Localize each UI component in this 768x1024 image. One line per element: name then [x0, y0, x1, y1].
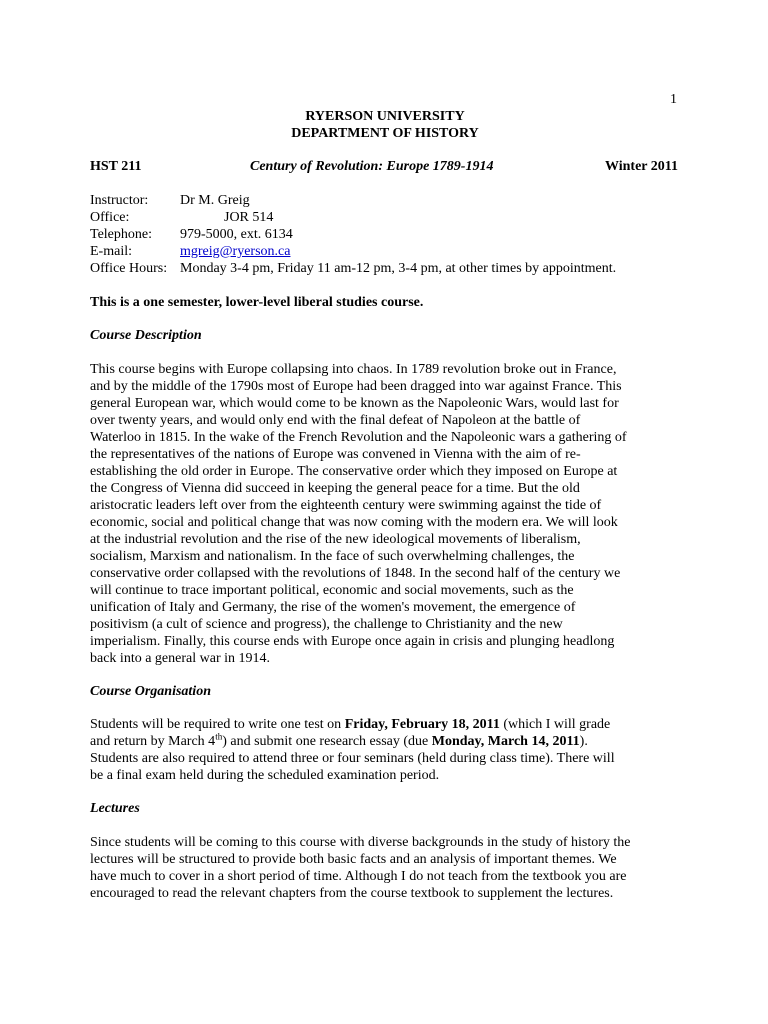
instructor-label: Instructor: — [90, 193, 149, 208]
description-line: back into a general war in 1914. — [90, 651, 270, 666]
organisation-text: (which I will grade — [499, 717, 611, 732]
course-organisation-body — [90, 716, 680, 784]
description-line: economic, social and political change that was now coming with the modern era. We will look — [90, 515, 618, 530]
organisation-line — [90, 733, 680, 750]
organisation-line: be a final exam held during the scheduled examination period. — [90, 768, 440, 783]
lectures-line: Since students will be coming to this course with diverse backgrounds in the study of history the — [90, 835, 631, 850]
university-title: RYERSON UNIVERSITY — [305, 109, 465, 124]
essay-due-date: Monday, March 14, 2011 — [431, 734, 580, 749]
contact-info — [90, 192, 680, 277]
description-line: conservative order collapsed with the revolutions of 1848. In the second half of the century we — [90, 566, 621, 581]
email-label: E-mail: — [90, 244, 132, 259]
organisation-text: ) and submit one research essay (due — [222, 734, 432, 749]
description-line: unification of Italy and Germany, the rise of the women's movement, the emergence of — [90, 600, 576, 615]
course-description-body — [90, 361, 680, 667]
page-number: 1 — [670, 92, 677, 107]
organisation-line — [90, 716, 680, 733]
email-link[interactable]: mgreig@ryerson.ca — [180, 244, 291, 259]
description-line: at the industrial revolution and the rise of the new ideological movements of liberalism, — [90, 532, 581, 547]
telephone-value: 979-5000, ext. 6134 — [180, 227, 293, 242]
course-line — [90, 158, 680, 176]
office-hours-label: Office Hours: — [90, 261, 168, 276]
office-hours-value: Monday 3-4 pm, Friday 11 am-12 pm, 3-4 pm, at other times by appointment. — [180, 261, 617, 276]
description-line: the representatives of the nations of Europe was convened in Vienna with the aim of re- — [90, 447, 581, 462]
organisation-text: ). — [579, 734, 588, 749]
description-line: establishing the old order in Europe. The conservative order which they imposed on Europe at — [90, 464, 618, 479]
office-hours-row — [90, 260, 680, 277]
telephone-row — [90, 226, 680, 243]
lectures-line: have much to cover in a short period of time. Although I do not teach from the textbook you are — [90, 869, 627, 884]
email-row — [90, 243, 680, 260]
course-level-notice: This is a one semester, lower-level liberal studies course. — [90, 295, 424, 310]
test-date: Friday, February 18, 2011 — [344, 717, 500, 732]
organisation-text: Students will be required to write one test on — [90, 717, 345, 732]
organisation-line: Students are also required to attend three or four seminars (held during class time). There will — [90, 751, 615, 766]
description-line: Waterloo in 1815. In the wake of the French Revolution and the Napoleonic wars a gathering of — [90, 430, 627, 445]
lectures-line: lectures will be structured to provide both basic facts and an analysis of important themes. We — [90, 852, 617, 867]
course-code: HST 211 — [90, 159, 142, 174]
course-title: Century of Revolution: Europe 1789-1914 — [250, 159, 494, 174]
description-line: positivism (a cult of science and progress), the challenge to Christianity and the new — [90, 617, 563, 632]
office-label: Office: — [90, 210, 130, 225]
office-row — [90, 209, 680, 226]
description-line: will continue to trace important political, economic and social movements, such as the — [90, 583, 574, 598]
course-term: Winter 2011 — [605, 159, 678, 174]
description-line: over twenty years, and would only end with the final defeat of Napoleon at the battle of — [90, 413, 581, 428]
course-description-heading: Course Description — [90, 328, 202, 343]
description-line: imperialism. Finally, this course ends with Europe once again in crisis and plunging headlong — [90, 634, 615, 649]
organisation-text: and return by March 4 — [90, 734, 216, 749]
description-line: socialism, Marxism and nationalism. In the face of such overwhelming challenges, the — [90, 549, 575, 564]
description-line: the Congress of Vienna did succeed in keeping the general peace for a time. But the old — [90, 481, 580, 496]
description-line: general European war, which would come to be known as the Napoleonic Wars, would last for — [90, 396, 619, 411]
department-title: DEPARTMENT OF HISTORY — [291, 126, 479, 141]
office-value: JOR 514 — [224, 210, 274, 225]
lectures-body — [90, 834, 680, 902]
instructor-row — [90, 192, 680, 209]
lectures-line: encouraged to read the relevant chapters from the course textbook to supplement the lectures. — [90, 886, 614, 901]
instructor-value: Dr M. Greig — [180, 193, 250, 208]
ordinal-suffix: th — [215, 731, 223, 742]
description-line: This course begins with Europe collapsing into chaos. In 1789 revolution broke out in France, — [90, 362, 617, 377]
description-line: and by the middle of the 1790s most of Europe had been dragged into war against France. This — [90, 379, 622, 394]
telephone-label: Telephone: — [90, 227, 152, 242]
description-line: aristocratic leaders left over from the eighteenth century were swimming against the tide of — [90, 498, 602, 513]
course-organisation-heading: Course Organisation — [90, 684, 211, 699]
lectures-heading: Lectures — [90, 801, 140, 816]
